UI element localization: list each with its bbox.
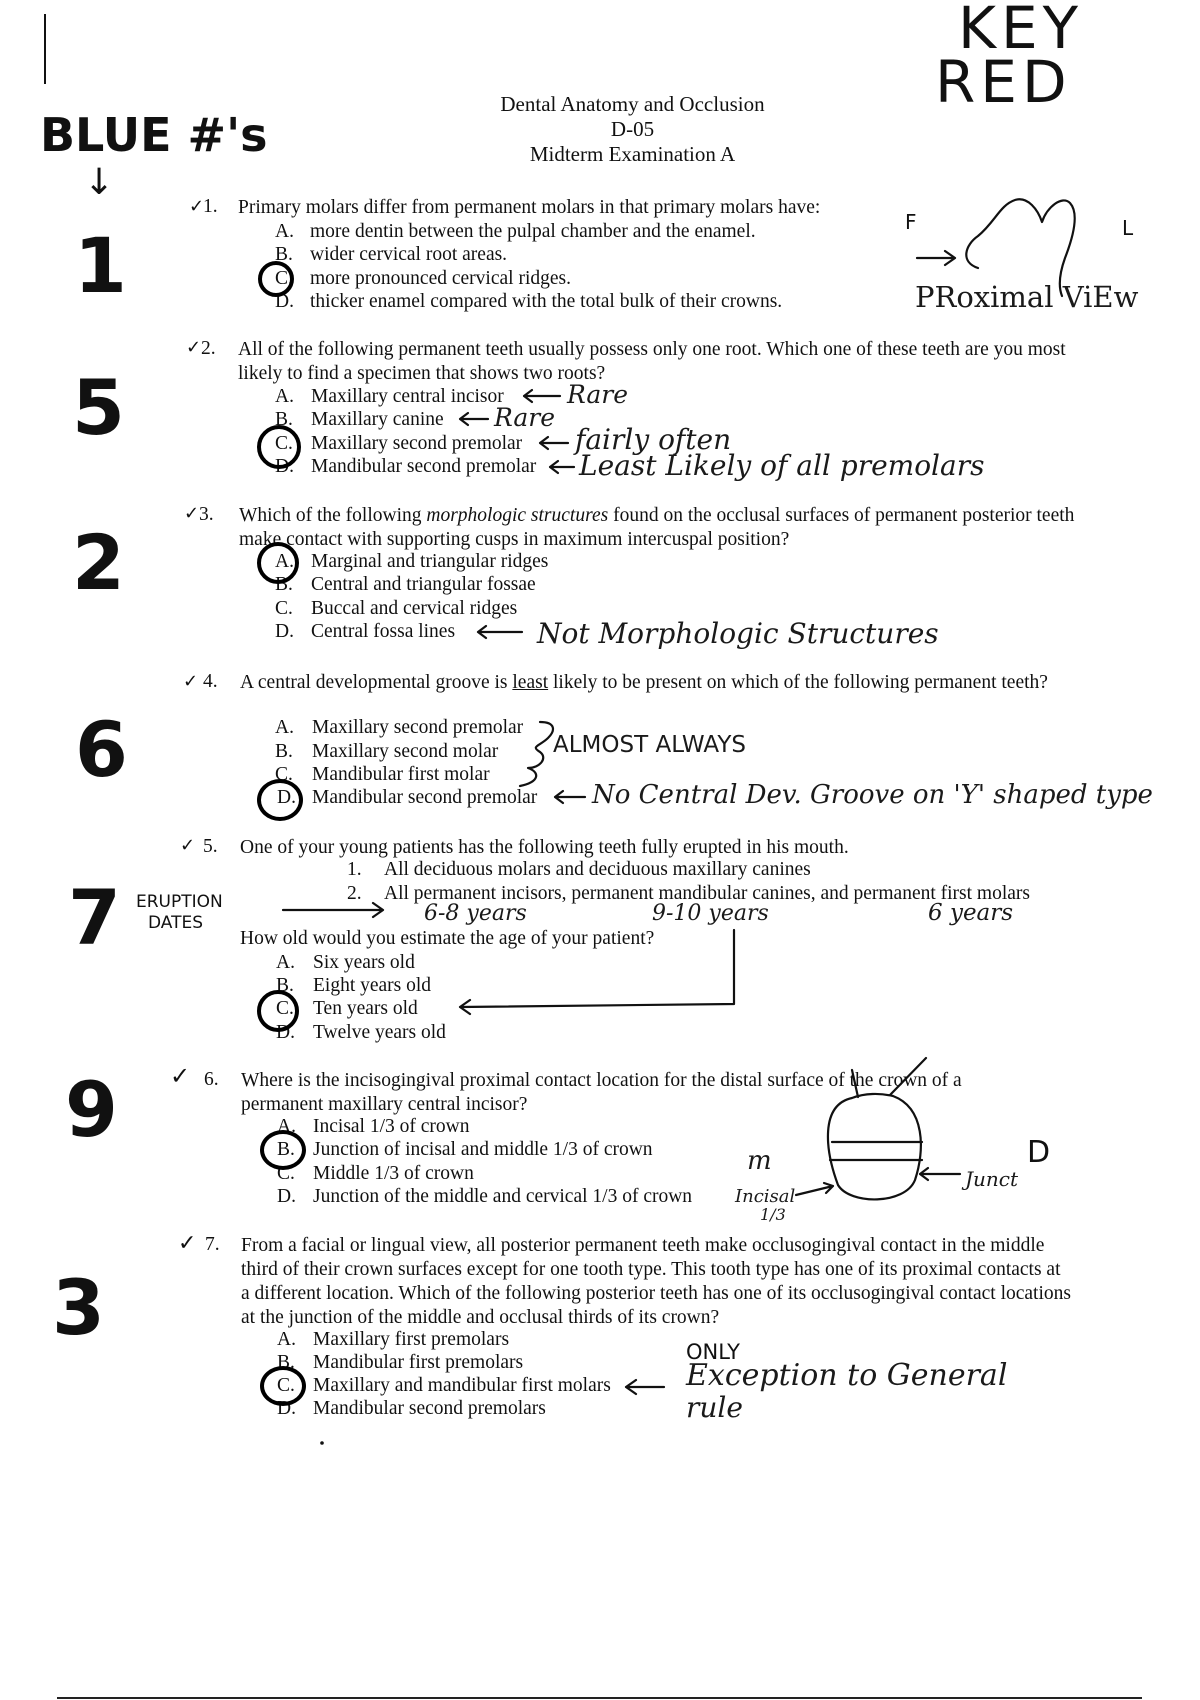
pointer-line: [460, 930, 734, 1014]
option-letter: D.: [277, 787, 296, 808]
option-letter: D.: [275, 291, 294, 312]
question-number: 5.: [203, 836, 218, 857]
third-note: 1/3: [760, 1205, 786, 1224]
option-text: Mandibular second premolar: [311, 456, 537, 477]
check-mark-icon: ✓: [178, 1231, 197, 1256]
option-text: Maxillary canine: [311, 409, 444, 430]
option-text: Maxillary second premolar: [312, 717, 524, 738]
margin-number: 2: [72, 518, 125, 607]
option-letter: A.: [277, 1329, 296, 1350]
option-text: Maxillary and mandibular first molars: [313, 1375, 611, 1396]
years-note: 6 years: [928, 900, 1014, 926]
option-letter: C.: [275, 598, 293, 619]
left-arrow-icon: [920, 1168, 960, 1180]
option-letter: A.: [275, 551, 294, 572]
option-letter: C.: [276, 998, 294, 1019]
option-text: Maxillary second molar: [312, 741, 499, 762]
mesial-note: m: [747, 1146, 772, 1176]
left-arrow-icon: [524, 390, 560, 402]
option-letter: A.: [276, 952, 295, 973]
option-letter: C.: [275, 268, 293, 289]
question-number: 4.: [203, 671, 218, 692]
down-arrow-icon: ↓: [84, 162, 115, 203]
brace-icon: [520, 722, 553, 786]
molar-sketch: [966, 199, 1074, 296]
course-title: Dental Anatomy and Occlusion: [500, 92, 765, 116]
no-central-groove-note: No Central Dev. Groove on 'Y' shaped type: [592, 780, 1153, 810]
option-text: Maxillary first premolars: [313, 1329, 510, 1350]
option-letter: A.: [275, 717, 294, 738]
option-text: Mandibular first molar: [312, 764, 490, 785]
check-mark-icon: ✓: [189, 196, 205, 217]
right-arrow-icon: [796, 1183, 833, 1195]
question-number: 3.: [199, 504, 214, 525]
option-text: Maxillary second premolar: [311, 433, 523, 454]
margin-number: 3: [52, 1263, 105, 1352]
question-number: 2.: [201, 338, 216, 359]
eruption-note: ERUPTION: [136, 892, 223, 912]
incisor-sketch: [828, 1094, 921, 1199]
option-text: Incisal 1/3 of crown: [313, 1116, 470, 1137]
blue-label: BLUE #'s: [40, 108, 268, 162]
option-letter: B.: [276, 975, 294, 996]
option-text: wider cervical root areas.: [310, 244, 508, 265]
question-stem: A central developmental groove is least likely to be present on which of the following permanent teeth?: [240, 672, 1048, 693]
option-text: Mandibular second premolar: [312, 787, 538, 808]
incisor-root: [852, 1058, 926, 1097]
margin-number: 9: [65, 1065, 118, 1154]
question-number: 6.: [204, 1069, 219, 1090]
not-morphologic-note: Not Morphologic Structures: [537, 617, 939, 650]
option-text: Junction of the middle and cervical 1/3 of crown: [313, 1186, 693, 1207]
left-arrow-icon: [626, 1380, 664, 1394]
option-text: Six years old: [313, 952, 415, 973]
option-text: Central and triangular fossae: [311, 574, 536, 595]
check-mark-icon: ✓: [180, 835, 196, 856]
check-mark-icon: ✓: [184, 503, 200, 524]
almost-always-note: ALMOST ALWAYS: [553, 732, 746, 758]
option-letter: A.: [275, 221, 294, 242]
option-text: Central fossa lines: [311, 621, 456, 642]
option-text: Twelve years old: [313, 1022, 446, 1043]
option-letter: C.: [275, 433, 293, 454]
rare-note: Rare: [567, 380, 629, 409]
left-arrow-icon: [478, 626, 522, 638]
option-text: Mandibular second premolars: [313, 1398, 546, 1419]
option-text: Eight years old: [313, 975, 432, 996]
question-stem: Where is the incisogingival proximal contact location for the distal surface of the crown of a permanent maxillary central incisor?: [241, 1070, 962, 1115]
dates-note: DATES: [148, 913, 204, 933]
rule-note: rule: [686, 1391, 743, 1424]
option-letter: D.: [277, 1186, 296, 1207]
question-stem: Primary molars differ from permanent molars in that primary molars have:: [238, 197, 821, 218]
least-likely-note: Least Likely of all premolars: [579, 449, 985, 482]
lingual-note: L: [1122, 216, 1134, 240]
option-letter: D.: [277, 1398, 296, 1419]
option-letter: B.: [275, 244, 293, 265]
option-letter: C.: [275, 764, 293, 785]
option-text: more dentin between the pulpal chamber and the enamel.: [310, 221, 756, 242]
years-note: 9-10 years: [652, 901, 769, 926]
question-stem: Which of the following morphologic structures found on the occlusal surfaces of permanent posterior teeth make contact with supporting cusps in maximum intercuspal position?: [239, 505, 1075, 550]
option-letter: B.: [277, 1352, 295, 1373]
option-text: Buccal and cervical ridges: [311, 598, 518, 619]
question-number: 7.: [205, 1234, 220, 1255]
right-arrow-icon: [283, 903, 383, 917]
left-arrow-icon: [540, 437, 568, 449]
facial-note: F: [905, 210, 917, 234]
color-label: RED: [935, 48, 1072, 116]
distal-note: D: [1027, 1135, 1051, 1170]
margin-number: 5: [72, 363, 125, 452]
option-letter: D.: [276, 1022, 295, 1043]
option-letter: B.: [275, 409, 293, 430]
margin-number: 6: [75, 705, 128, 794]
option-text: Junction of incisal and middle 1/3 of crown: [313, 1139, 653, 1160]
list-number: 2.: [347, 883, 362, 904]
option-letter: C.: [277, 1163, 295, 1184]
margin-number: 7: [68, 873, 121, 962]
key-label: KEY: [958, 0, 1084, 62]
rare-note: Rare: [494, 403, 556, 432]
option-text: more pronounced cervical ridges.: [310, 268, 571, 289]
list-text: All deciduous molars and deciduous maxillary canines: [384, 859, 811, 880]
option-text: Maxillary central incisor: [311, 386, 504, 407]
option-text: Middle 1/3 of crown: [313, 1163, 474, 1184]
left-arrow-icon: [460, 413, 488, 425]
option-text: Mandibular first premolars: [313, 1352, 524, 1373]
option-letter: B.: [277, 1139, 295, 1160]
option-letter: D.: [275, 621, 294, 642]
only-note: ONLY: [686, 1340, 740, 1364]
fairly-often-note: fairly often: [575, 423, 732, 456]
question-stem: All of the following permanent teeth usually possess only one root. Which one of these teeth are you most likely to find a specimen that shows two roots?: [238, 339, 1066, 384]
exam-title: Midterm Examination A: [529, 142, 736, 166]
check-mark-icon: ✓: [183, 671, 199, 692]
junction-note: Junct: [965, 1167, 1019, 1191]
option-text: Marginal and triangular ridges: [311, 551, 549, 572]
stray-dot: [320, 1441, 324, 1445]
option-letter: A.: [275, 386, 294, 407]
emphasized-term: morphologic structures: [426, 505, 609, 526]
question-stem-2: How old would you estimate the age of your patient?: [240, 928, 655, 949]
incisal-note: Incisal: [735, 1186, 796, 1207]
list-text: All permanent incisors, permanent mandibular canines, and permanent first molars: [384, 883, 1031, 904]
proximal-view-note: PRoximal ViEw: [915, 280, 1139, 314]
years-note: 6-8 years: [424, 901, 527, 926]
check-mark-icon: ✓: [186, 337, 202, 358]
right-arrow-icon: [917, 251, 955, 265]
exception-note: Exception to General: [686, 1358, 1008, 1393]
option-letter: B.: [275, 741, 293, 762]
option-text: Ten years old: [313, 998, 418, 1019]
option-letter: D.: [275, 456, 294, 477]
question-stem: From a facial or lingual view, all posterior permanent teeth make occlusogingival contact in the middle third of their crown surfaces except for one tooth type. This tooth type has one of its proximal contacts at a different location. Which of the following posterior teeth has one of its occlusogingival contact locations at the junction of the middle and occlusal thirds of its crown?: [241, 1235, 1071, 1328]
question-stem: One of your young patients has the following teeth fully erupted in his mouth.: [240, 837, 849, 858]
course-code: D-05: [610, 117, 655, 141]
option-letter: A.: [277, 1116, 296, 1137]
left-arrow-icon: [555, 791, 585, 803]
margin-number: 1: [74, 221, 127, 310]
page-bottom-rule: [57, 1697, 1142, 1699]
question-number: 1.: [203, 196, 218, 217]
option-letter: B.: [275, 574, 293, 595]
option-letter: C.: [277, 1375, 295, 1396]
option-text: thicker enamel compared with the total bulk of their crowns.: [310, 291, 783, 312]
list-number: 1.: [347, 859, 362, 880]
check-mark-icon: ✓: [170, 1062, 191, 1090]
underlined-term: least: [512, 672, 549, 693]
left-arrow-icon: [550, 461, 574, 473]
